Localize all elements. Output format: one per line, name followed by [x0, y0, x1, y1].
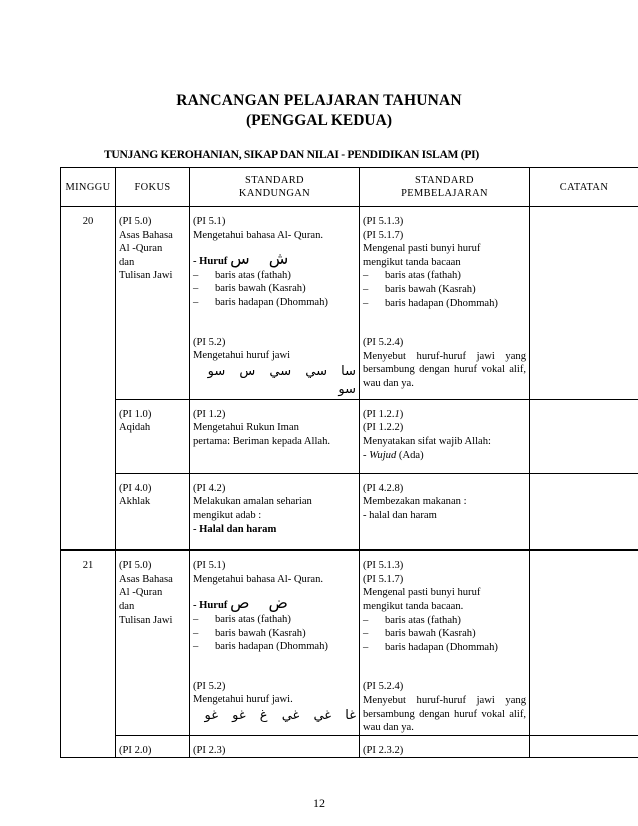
- header-standard-kandungan: STANDARD KANDUNGAN: [190, 168, 360, 207]
- standard-pembelajaran-cell: (PI 5.1.3) (PI 5.1.7) Mengenal pasti bunyi huruf mengikut tanda bacaan – baris atas (fathah) – baris bawah (Kasrah) – baris hadapan (Dhommah) (PI 5.2.4) Menyebut huruf-huruf jawi yang bersambung dengan huruf vokal alif, wau dan ya.: [360, 207, 530, 400]
- standard-pembelajaran-cell: (PI 1.2.1) (PI 1.2.2) Menyatakan sifat wajib Allah: - Wujud (Ada): [360, 399, 530, 473]
- page-number: 12: [313, 796, 325, 810]
- header-fokus: FOKUS: [116, 168, 190, 207]
- fokus-cell: (PI 4.0) Akhlak: [116, 473, 190, 550]
- header-standard-pembelajaran: STANDARD PEMBELAJARAN: [360, 168, 530, 207]
- table-row: [61, 473, 638, 550]
- document-title: RANCANGAN PELAJARAN TAHUNAN: [176, 92, 462, 109]
- week-number: 21: [61, 550, 116, 758]
- standard-kandungan-cell: (PI 2.3): [190, 735, 360, 758]
- fokus-cell: (PI 1.0) Aqidah: [116, 399, 190, 473]
- header-catatan: CATATAN: [530, 168, 638, 207]
- table-row: [61, 550, 638, 735]
- standard-kandungan-cell: (PI 5.1) Mengetahui bahasa Al- Quran. - Huruf ض ص – baris atas (fathah) – baris bawah (Kasrah) – baris hadapan (Dhommah) (PI 5.2) Mengetahui huruf jawi. غا غي غي غ غو غو: [190, 550, 360, 735]
- catatan-cell: [530, 207, 638, 400]
- rpt-table-wrapper: [60, 167, 638, 787]
- standard-pembelajaran-cell: (PI 5.1.3) (PI 5.1.7) Mengenal pasti bunyi huruf mengikut tanda bacaan. – baris atas (fathah) – baris bawah (Kasrah) – baris hadapan (Dhommah) (PI 5.2.4) Menyebut huruf-huruf jawi yang bersambung dengan huruf vokal alif, wau dan ya.: [360, 550, 530, 735]
- table-header-row: [61, 168, 638, 207]
- arabic-letters: ض ص: [230, 593, 288, 613]
- standard-kandungan-cell: (PI 1.2) Mengetahui Rukun Iman pertama: Beriman kepada Allah.: [190, 399, 360, 473]
- fokus-cell: (PI 5.0) Asas Bahasa Al -Quran dan Tulisan Jawi: [116, 207, 190, 400]
- table-row: [61, 735, 638, 758]
- table-row: [61, 399, 638, 473]
- fokus-cell: (PI 5.0) Asas Bahasa Al -Quran dan Tulisan Jawi: [116, 550, 190, 735]
- arabic-letters: ش س: [230, 249, 289, 269]
- week-number: 20: [61, 207, 116, 551]
- catatan-cell: [530, 550, 638, 735]
- tunjang-heading: TUNJANG KEROHANIAN, SIKAP DAN NILAI - PENDIDIKAN ISLAM (PI): [104, 148, 479, 161]
- standard-kandungan-cell: (PI 4.2) Melakukan amalan seharian mengikut adab : - Halal dan haram: [190, 473, 360, 550]
- header-minggu: MINGGU: [61, 168, 116, 207]
- jawi-letters: غا غي غي غ غو غو: [204, 708, 356, 723]
- document-subtitle: (PENGGAL KEDUA): [246, 112, 392, 129]
- rpt-table: [60, 167, 638, 758]
- jawi-letters: سا سي سي س سو سو: [207, 363, 356, 397]
- catatan-cell: [530, 473, 638, 550]
- standard-pembelajaran-cell: (PI 4.2.8) Membezakan makanan : - halal dan haram: [360, 473, 530, 550]
- catatan-cell: [530, 399, 638, 473]
- standard-kandungan-cell: (PI 5.1) Mengetahui bahasa Al- Quran. - Huruf ش س – baris atas (fathah) – baris bawah (Kasrah) – baris hadapan (Dhommah) (PI 5.2) Mengetahui huruf jawi سا سي سي س سو سو: [190, 207, 360, 400]
- catatan-cell: [530, 735, 638, 758]
- standard-pembelajaran-cell: (PI 2.3.2): [360, 735, 530, 758]
- table-row: [61, 207, 638, 400]
- fokus-cell: (PI 2.0): [116, 735, 190, 758]
